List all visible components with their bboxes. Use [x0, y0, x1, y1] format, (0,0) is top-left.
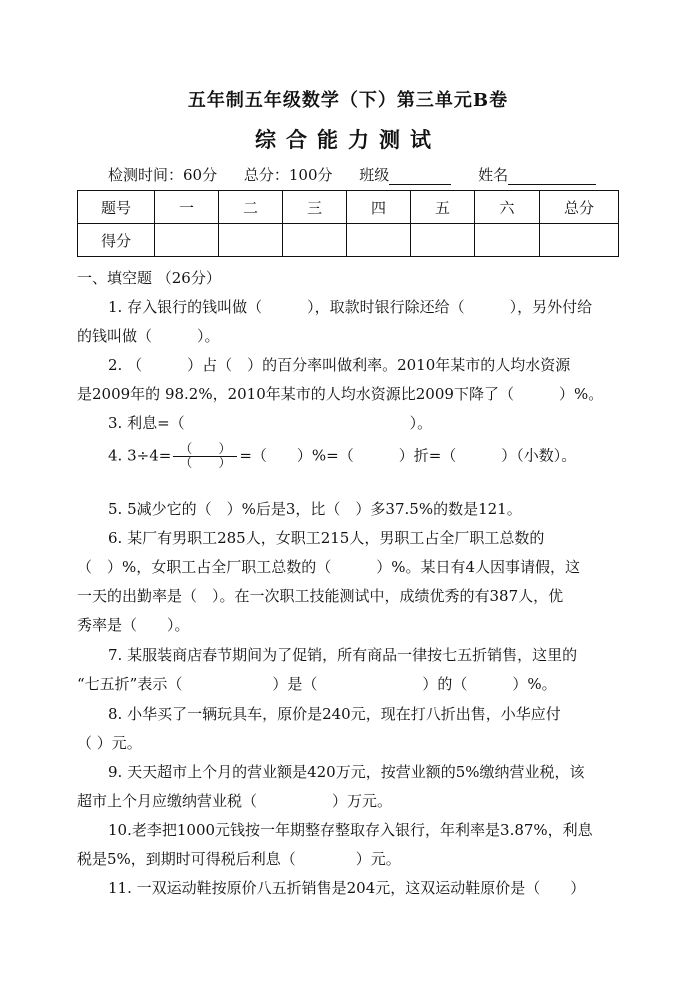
score-cell[interactable] [540, 224, 619, 257]
table-row [78, 191, 619, 224]
question-text: 4. 3÷4= [108, 446, 172, 465]
table-header-cell: 一 [155, 191, 219, 224]
table-header-cell: 四 [347, 191, 411, 224]
question-line: （ ）%，女职工占全厂职工总数的（ ）%。某日有4人因事请假，这 [77, 558, 581, 576]
score-cell[interactable] [219, 224, 283, 257]
exam-time: 检测时间：60分 [108, 166, 218, 184]
exam-subtitle: 综合能力测试 [255, 127, 441, 152]
question-line: （ ）元。 [77, 734, 142, 752]
question-line: 2. （ ）占（ ）的百分率叫做利率。2010年某市的人均水资源 [108, 356, 571, 374]
question-line: 是2009年的 98.2%，2010年某市的人均水资源比2009下降了（ ）%。 [77, 385, 604, 403]
question-line: 税是5%，到期时可得税后利息（ ）元。 [77, 850, 401, 868]
question-line: 6. 某厂有男职工285人，女职工215人，男职工占全厂职工总数的 [108, 529, 545, 547]
question-line: 10.老李把1000元钱按一年期整存整取存入银行，年利率是3.87%，利息 [108, 821, 593, 839]
table-header-cell: 五 [411, 191, 475, 224]
question-line: 一天的出勤率是（ ）。在一次职工技能测试中，成绩优秀的有387人，优 [77, 587, 564, 605]
question-line: 超市上个月应缴纳营业税（ ）万元。 [77, 792, 393, 810]
name-field[interactable] [478, 166, 596, 184]
fraction [173, 443, 237, 470]
score-cell[interactable] [155, 224, 219, 257]
name-blank[interactable] [508, 168, 596, 185]
table-header-cell: 二 [219, 191, 283, 224]
exam-title: 五年制五年级数学（下）第三单元B卷 [187, 90, 509, 111]
question-line: 秀率是（ ）。 [77, 616, 190, 634]
question-line: 5. 5减少它的（ ）%后是3，比（ ）多37.5%的数是121。 [108, 500, 522, 518]
question-line: 8. 小华买了一辆玩具车，原价是240元，现在打八折出售，小华应付 [108, 705, 561, 723]
question-line-fraction [108, 443, 653, 470]
table-header-cell: 总分 [540, 191, 619, 224]
table-header-cell: 六 [475, 191, 540, 224]
score-cell[interactable] [475, 224, 540, 257]
score-cell[interactable] [411, 224, 475, 257]
section-heading: 一、填空题 （26分） [77, 269, 221, 287]
question-line: 9. 天天超市上个月的营业额是420万元，按营业额的5%缴纳营业税，该 [108, 763, 585, 781]
class-field[interactable] [359, 166, 451, 184]
score-table [77, 190, 619, 257]
class-blank[interactable] [389, 168, 451, 185]
table-header-cell: 三 [283, 191, 347, 224]
table-header-cell: 题号 [78, 191, 155, 224]
question-line: 3. 利息=（ ）。 [108, 414, 433, 432]
question-line: 7. 某服装商店春节期间为了促销，所有商品一律按七五折销售，这里的 [108, 646, 578, 664]
score-cell[interactable] [283, 224, 347, 257]
question-line: 11. 一双运动鞋按原价八五折销售是204元，这双运动鞋原价是（ ） [108, 879, 586, 897]
class-label: 班级 [359, 166, 390, 184]
table-row-label: 得分 [78, 224, 155, 257]
table-row [78, 224, 619, 257]
question-text: =（ ）%=（ ）折=（ ）（小数）。 [239, 446, 577, 465]
fraction-numerator: （ ） [173, 443, 237, 457]
question-line: 的钱叫做（ ）。 [77, 327, 220, 345]
question-line: “七五折”表示（ ）是（ ）的（ ）%。 [77, 675, 557, 693]
exam-total: 总分：100分 [243, 166, 333, 184]
question-line: 1. 存入银行的钱叫做（ ），取款时银行除还给（ ），另外付给 [108, 298, 593, 316]
name-label: 姓名 [478, 166, 509, 184]
score-cell[interactable] [347, 224, 411, 257]
exam-info [108, 164, 596, 185]
fraction-denominator: （ ） [179, 456, 232, 471]
